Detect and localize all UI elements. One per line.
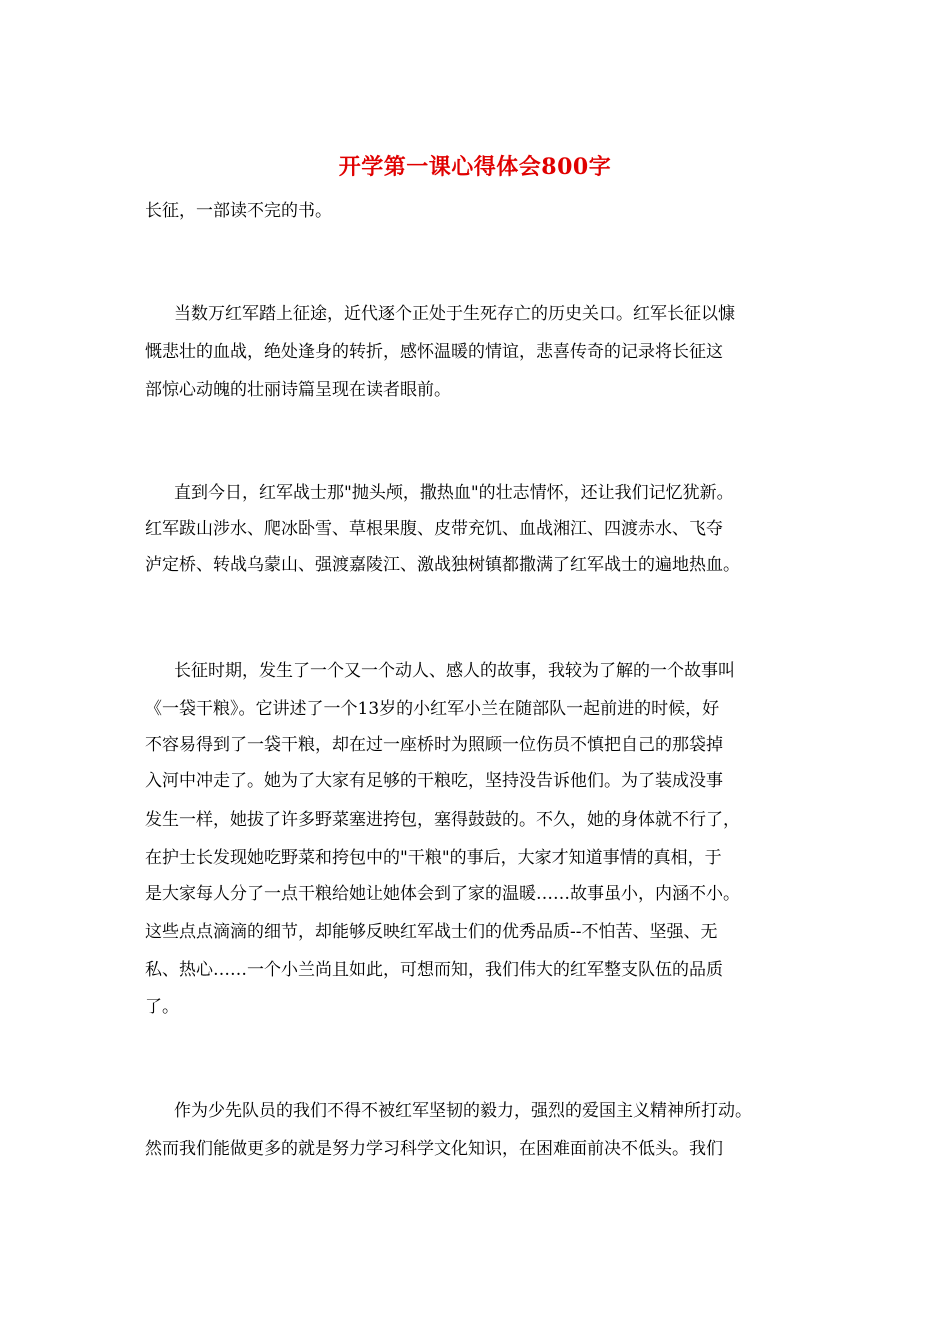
text-line: 长征，一部读不完的书。 [145, 201, 332, 221]
text-line: 当数万红军踏上征途，近代逐个正处于生死存亡的历史关口。红军长征以慷 [174, 304, 735, 324]
text-line: 不容易得到了一袋干粮，却在过一座桥时为照顾一位伤员不慎把自己的那袋掉 [145, 735, 723, 755]
text-line: 入河中冲走了。她为了大家有足够的干粮吃，坚持没告诉他们。为了装成没事 [145, 771, 723, 791]
text-line: 部惊心动魄的壮丽诗篇呈现在读者眼前。 [145, 380, 451, 400]
text-line: 作为少先队员的我们不得不被红军坚韧的毅力，强烈的爱国主义精神所打动。 [174, 1101, 752, 1121]
text-line: 慨悲壮的血战，绝处逢身的转折，感怀温暖的情谊，悲喜传奇的记录将长征这 [145, 342, 723, 362]
text-line: 在护士长发现她吃野菜和挎包中的"干粮"的事后，大家才知道事情的真相，于 [145, 848, 722, 868]
text-line: 是大家每人分了一点干粮给她让她体会到了家的温暖……故事虽小，内涵不小。 [145, 884, 740, 904]
text-line: 泸定桥、转战乌蒙山、强渡嘉陵江、激战独树镇都撒满了红军战士的遍地热血。 [145, 555, 740, 575]
text-line: 长征时期，发生了一个又一个动人、感人的故事，我较为了解的一个故事叫 [174, 661, 735, 681]
text-line: 这些点点滴滴的细节，却能够反映红军战士们的优秀品质--不怕苦、坚强、无 [145, 922, 718, 942]
text-line: 《一袋干粮》。它讲述了一个13岁的小红军小兰在随部队一起前进的时候，好 [145, 699, 720, 719]
text-line: 发生一样，她拔了许多野菜塞进挎包，塞得鼓鼓的。不久，她的身体就不行了， [145, 810, 740, 830]
document-title: 开学第一课心得体会800字 [338, 154, 612, 180]
text-line: 直到今日，红军战士那"抛头颅，撒热血"的壮志情怀，还让我们记忆犹新。 [174, 483, 734, 503]
text-line: 私、热心……一个小兰尚且如此，可想而知，我们伟大的红军整支队伍的品质 [145, 960, 723, 980]
text-line: 了。 [145, 997, 179, 1017]
text-line: 红军跋山涉水、爬冰卧雪、草根果腹、皮带充饥、血战湘江、四渡赤水、飞夺 [145, 519, 723, 539]
text-line: 然而我们能做更多的就是努力学习科学文化知识，在困难面前决不低头。我们 [145, 1139, 723, 1159]
